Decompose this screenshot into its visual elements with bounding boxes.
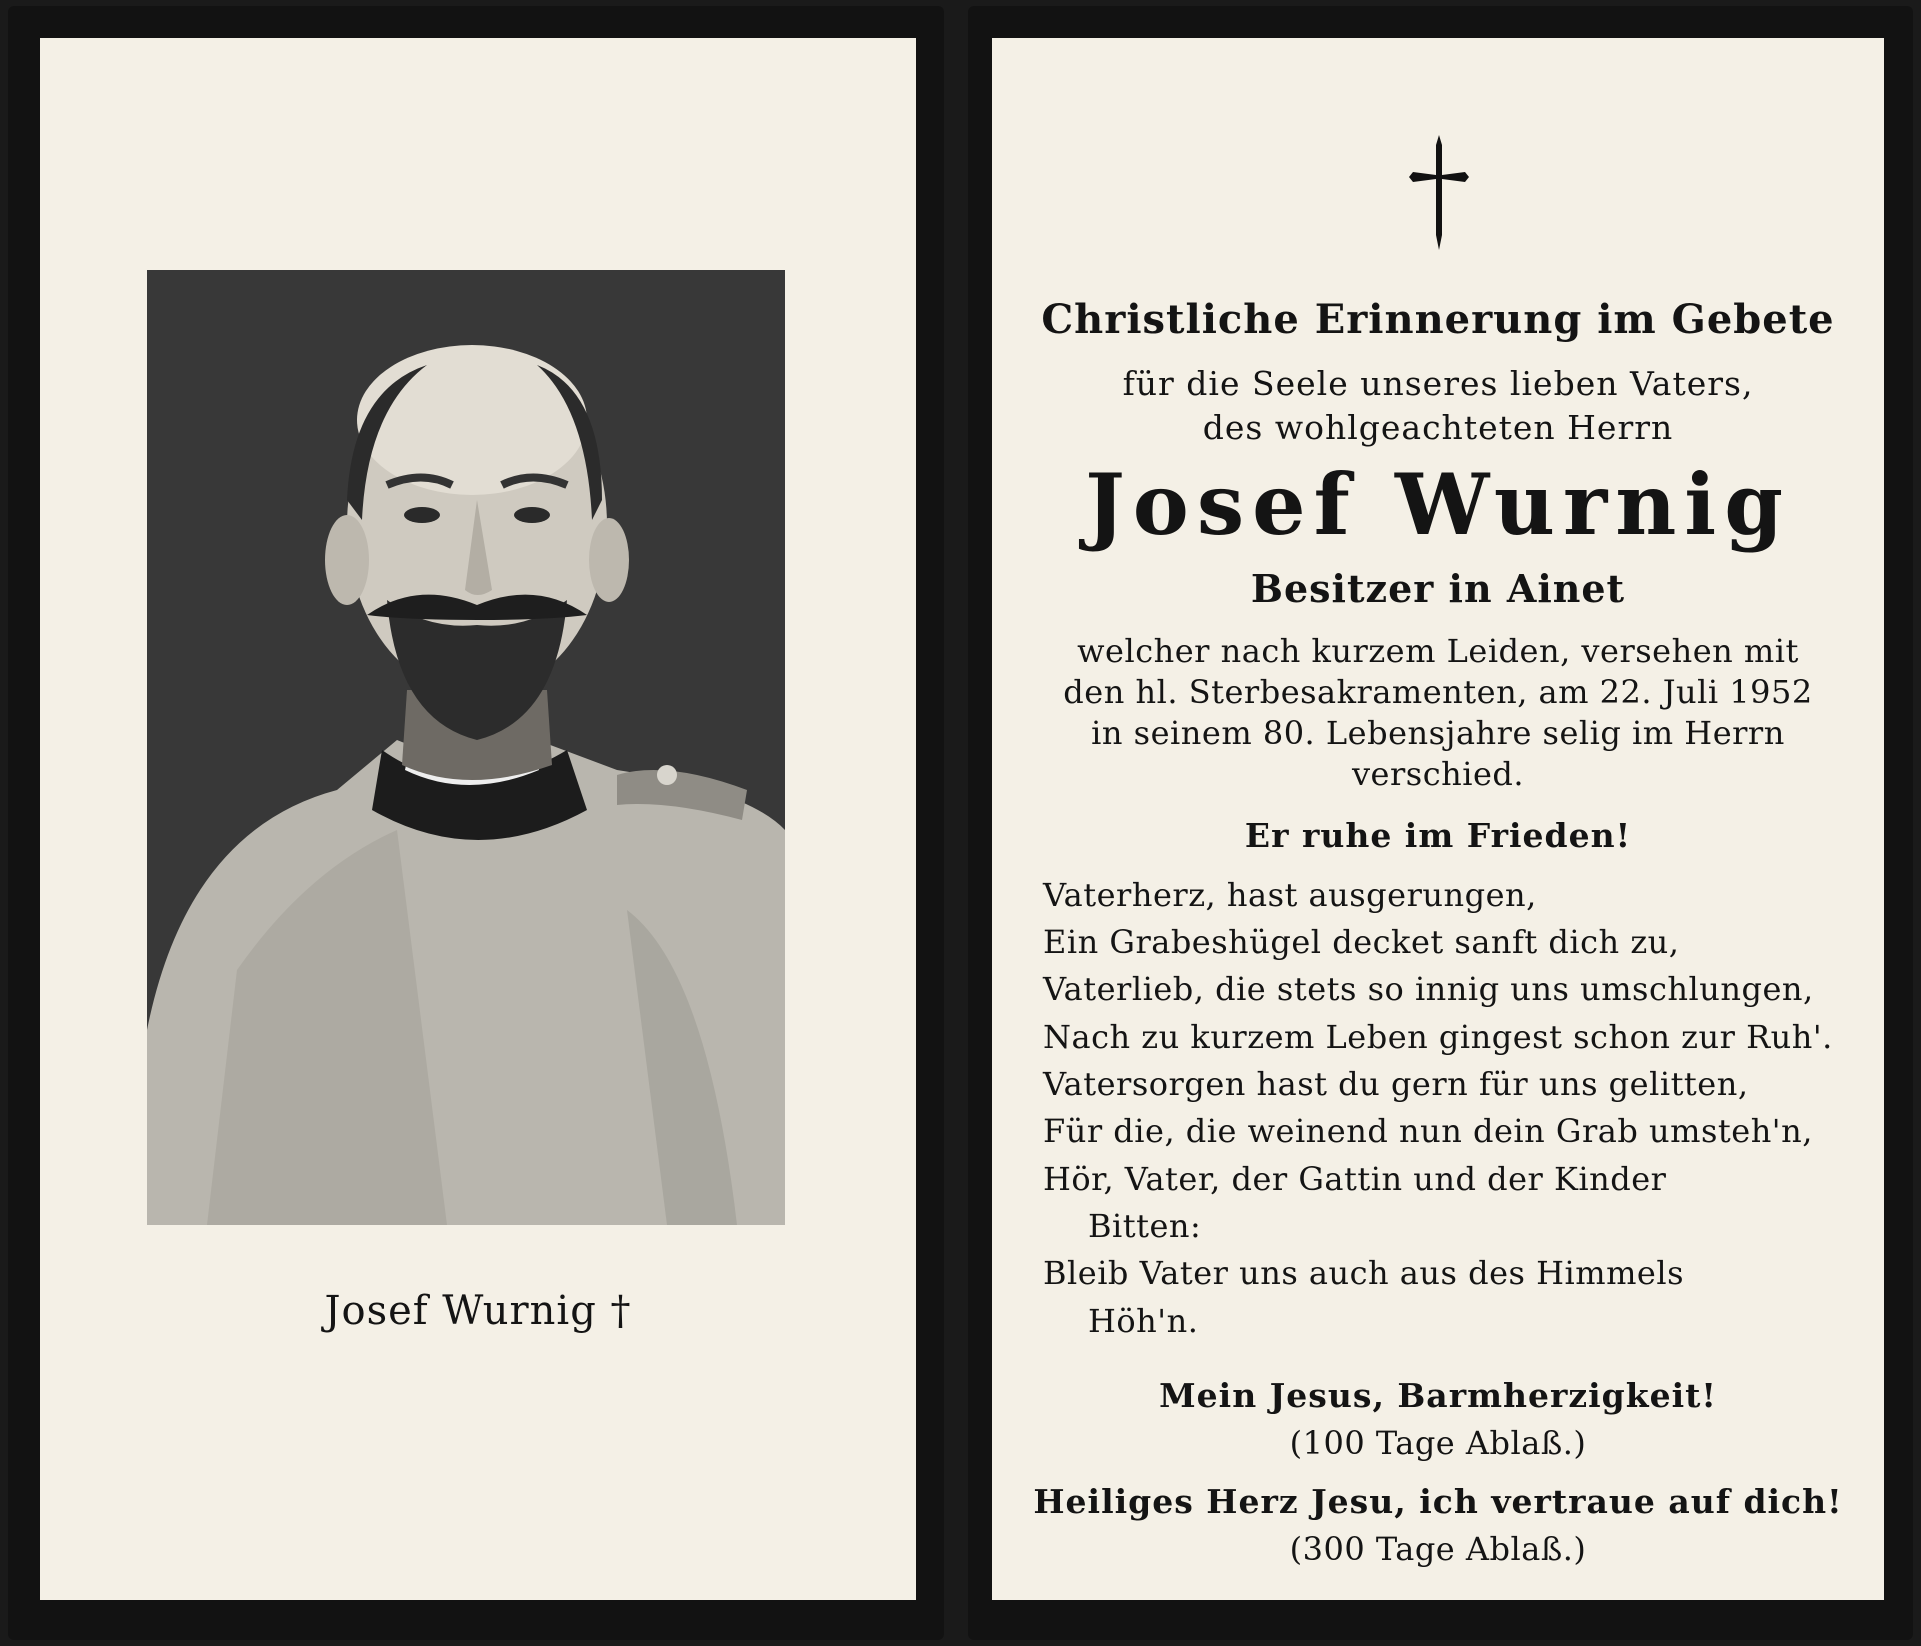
poem-line: Nach zu kurzem Leben gingest schon zur Ruh'. xyxy=(1043,1018,1833,1056)
poem-line: Für die, die weinend nun dein Grab umsteh'n, xyxy=(1043,1112,1813,1150)
prayer-1: Mein Jesus, Barmherzigkeit! xyxy=(1159,1376,1717,1415)
portrait-photo xyxy=(147,270,785,1225)
poem-line: Bleib Vater uns auch aus des Himmels xyxy=(1043,1254,1685,1292)
body-line-3: in seinem 80. Lebensjahre selig im Herrn xyxy=(1091,714,1785,752)
indulgence-2: (300 Tage Ablaß.) xyxy=(1289,1530,1587,1568)
poem-line: Vatersorgen hast du gern für uns gelitten, xyxy=(1043,1065,1749,1103)
intro-line-2: des wohlgeachteten Herrn xyxy=(1202,408,1674,447)
occupation: Besitzer in Ainet xyxy=(1250,566,1626,611)
poem-line: Vaterherz, hast ausgerungen, xyxy=(1043,876,1537,914)
body-line-1: welcher nach kurzem Leiden, versehen mit xyxy=(1077,632,1799,670)
rest-in-peace: Er ruhe im Frieden! xyxy=(1244,816,1632,855)
poem-line: Bitten: xyxy=(1088,1207,1202,1245)
body-line-2: den hl. Sterbesakramenten, am 22. Juli 1952 xyxy=(1063,673,1813,711)
intro-line-1: für die Seele unseres lieben Vaters, xyxy=(1122,364,1754,403)
indulgence-1: (100 Tage Ablaß.) xyxy=(1289,1424,1587,1462)
cross-icon xyxy=(1409,135,1469,250)
portrait-caption: Josef Wurnig † xyxy=(324,1288,632,1334)
body-line-4: verschied. xyxy=(1351,755,1525,793)
poem-line: Vaterlieb, die stets so innig uns umschlungen, xyxy=(1043,970,1814,1008)
poem-line: Höh'n. xyxy=(1088,1302,1199,1340)
poem-line: Hör, Vater, der Gattin und der Kinder xyxy=(1043,1160,1667,1198)
card-title: Christliche Erinnerung im Gebete xyxy=(1041,296,1835,343)
poem-line: Ein Grabeshügel decket sanft dich zu, xyxy=(1043,923,1680,961)
deceased-name: Josef Wurnig xyxy=(1085,455,1791,554)
prayer-2: Heiliges Herz Jesu, ich vertraue auf dich! xyxy=(1033,1482,1843,1521)
